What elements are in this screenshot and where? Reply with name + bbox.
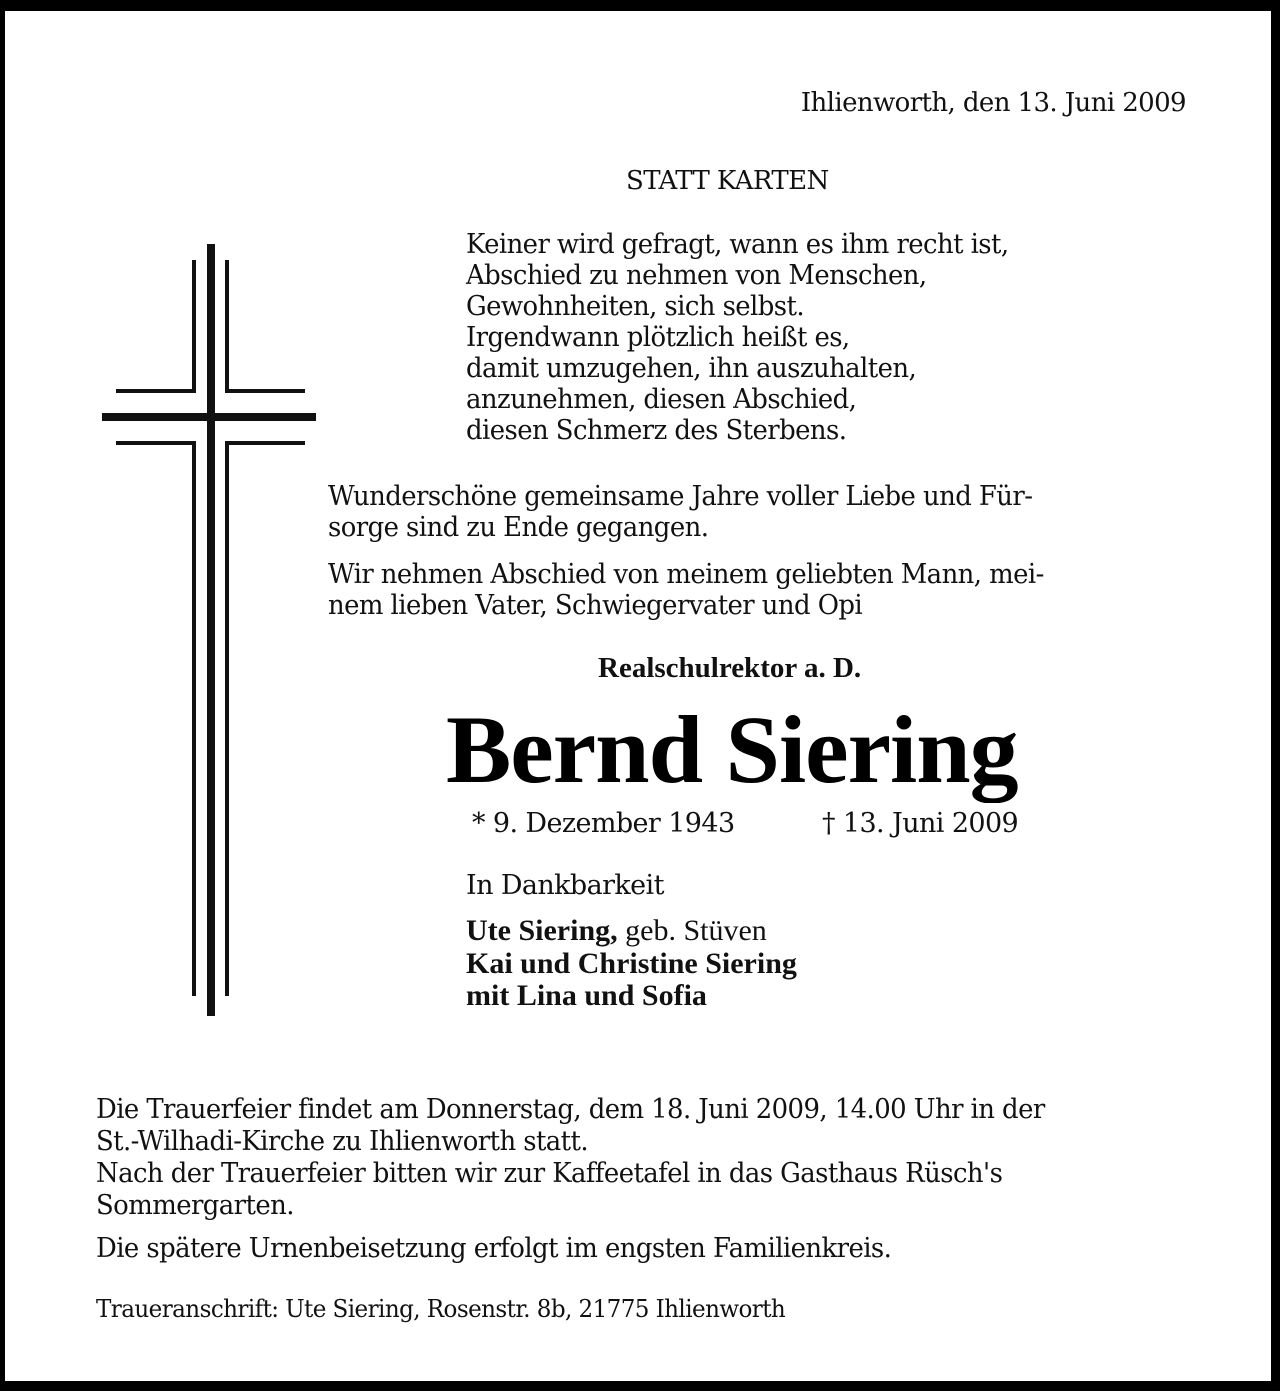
funeral-line: Die Trauerfeier findet am Donnerstag, dem 18. Juni 2009, 14.00 Uhr in der: [96, 1094, 1045, 1125]
paragraph-line: Wir nehmen Abschied von meinem geliebten Mann, mei-: [328, 559, 1044, 590]
funeral-line: Sommergarten.: [96, 1190, 294, 1221]
death-date: † 13. Juni 2009: [822, 808, 1019, 839]
mourners-list: [466, 914, 797, 1012]
poem-line: Keiner wird gefragt, wann es ihm recht ist,: [466, 229, 1009, 260]
mourner-wife-maiden: geb. Stüven: [617, 914, 767, 947]
poem-line: Irgendwann plötzlich heißt es,: [466, 322, 850, 353]
poem-line: damit umzugehen, ihn auszuhalten,: [466, 353, 917, 384]
poem-line: diesen Schmerz des Sterbens.: [466, 415, 847, 446]
paragraph-farewell: [328, 559, 1044, 621]
mourning-address: Traueranschrift: Ute Siering, Rosenstr. 8b, 21775 Ihlienworth: [96, 1295, 786, 1323]
mourners-intro: In Dankbarkeit: [466, 870, 664, 901]
funeral-info: [96, 1094, 1045, 1222]
paragraph-line: sorge sind zu Ende gegangen.: [328, 512, 709, 543]
poem: [466, 229, 1009, 446]
poem-line: anzunehmen, diesen Abschied,: [466, 384, 857, 415]
mourner-line: [466, 914, 797, 948]
paragraph-line: nem lieben Vater, Schwiegervater und Opi: [328, 590, 863, 621]
poem-line: Gewohnheiten, sich selbst.: [466, 291, 805, 322]
urn-info: Die spätere Urnenbeisetzung erfolgt im engsten Familienkreis.: [96, 1233, 892, 1264]
mourner-grandchildren: mit Lina und Sofia: [466, 979, 707, 1012]
funeral-line: Nach der Trauerfeier bitten wir zur Kaffeetafel in das Gasthaus Rüsch's: [96, 1158, 1003, 1189]
mourner-wife: Ute Siering,: [466, 914, 618, 947]
birth-date: * 9. Dezember 1943: [472, 808, 735, 839]
statt-karten-header: STATT KARTEN: [626, 166, 829, 196]
funeral-line: St.-Wilhadi-Kirche zu Ihlienworth statt.: [96, 1126, 589, 1157]
deceased-name: Bernd Siering: [446, 696, 1018, 803]
cross-icon: [100, 244, 320, 1019]
mourner-children: Kai und Christine Siering: [466, 947, 797, 980]
deceased-title: Realschulrektor a. D.: [598, 652, 862, 684]
paragraph-line: Wunderschöne gemeinsame Jahre voller Liebe und Für-: [328, 481, 1033, 512]
place-date: Ihlienworth, den 13. Juni 2009: [800, 88, 1186, 118]
poem-line: Abschied zu nehmen von Menschen,: [466, 260, 927, 291]
paragraph-together-years: [328, 481, 1032, 543]
